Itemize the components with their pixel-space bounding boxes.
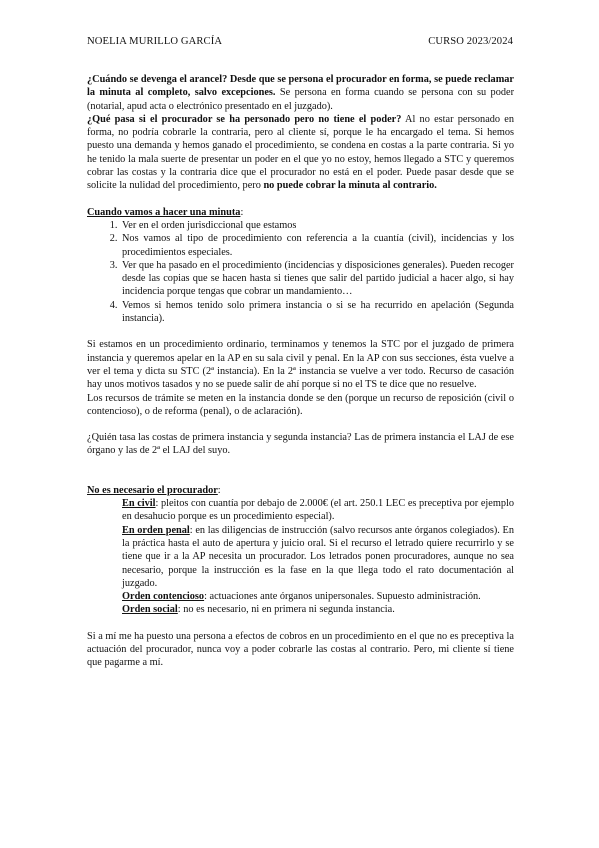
list-item: 1. Ver en el orden jurisdiccional que estamos bbox=[120, 219, 514, 232]
paragraph-ordinario: Si estamos en un procedimiento ordinario, terminamos y tenemos la STC por el juzgado de primera instancia y queremos apelar en la AP en su sala civil y penal. En la AP con sus secciones, ésta vuelve a ver el tema y dicta su STC (2ª instancia). En la 2ª instancia se vuelve a ver todo. Recurso de casación hay unos motivos tasados y no se puede salir de ahí porque si no el TS te dice que no resuelve. bbox=[87, 339, 514, 391]
label-contencioso: Orden contencioso bbox=[122, 591, 205, 603]
paragraph-recursos: Los recursos de trámite se meten en la instancia donde se den (porque un recurso de reposición (civil o contencioso), o de reforma (penal), o de aclaración). bbox=[87, 392, 514, 417]
minuta-heading-colon: : bbox=[240, 206, 244, 218]
paragraph-costas: ¿Quién tasa las costas de primera instancia y segunda instancia? Las de primera instancia el LAJ de ese órgano y las de 2ª el LAJ del suyo. bbox=[87, 432, 514, 457]
header-course: CURSO 2023/2024 bbox=[428, 36, 513, 47]
list-item: 3. Ver que ha pasado en el procedimiento (incidencias y disposiciones generales). Pueden recoger desde las copias que se hacen hasta si tienes que salir del partido judicial a hacer algo, si hay incidencia porque tengas que cobrar un mandamiento… bbox=[120, 259, 514, 299]
list-item: 2. Nos vamos al tipo de procedimiento con referencia a la cuantía (civil), incidencias y los procedimientos especiales. bbox=[120, 232, 514, 259]
paragraph-arancel bbox=[87, 73, 514, 193]
question-poder: ¿Qué pasa si el procurador se ha personado pero no tiene el poder? bbox=[87, 113, 402, 125]
text-civil: : pleitos con cuantía por debajo de 2.000€ (el art. 250.1 LEC es preceptiva por ejemplo en desahucio porque es un procedimiento especial). bbox=[122, 498, 514, 523]
bold-no-cobrar: no puede cobrar la minuta al contrario. bbox=[263, 180, 437, 192]
no-procurador-heading-label: No es necesario el procurador bbox=[87, 484, 218, 496]
no-procurador-list bbox=[87, 497, 514, 617]
header-author: NOELIA MURILLO GARCÍA bbox=[87, 36, 223, 47]
item-social bbox=[122, 603, 514, 616]
document-body bbox=[87, 73, 514, 670]
no-procurador-heading bbox=[87, 484, 514, 497]
no-procurador-heading-colon: : bbox=[217, 484, 221, 496]
text-social: : no es necesario, ni en primera ni segunda instancia. bbox=[177, 604, 395, 616]
label-penal: En orden penal bbox=[122, 524, 190, 536]
item-contencioso bbox=[122, 590, 514, 603]
minuta-heading-label: Cuando vamos a hacer una minuta bbox=[87, 206, 241, 218]
label-civil: En civil bbox=[122, 498, 156, 510]
item-civil bbox=[122, 497, 514, 524]
text-contencioso: : actuaciones ante órganos unipersonales. Supuesto administración. bbox=[204, 591, 481, 603]
minuta-heading bbox=[87, 206, 514, 219]
minuta-list bbox=[87, 219, 514, 325]
paragraph-cobros: Si a mí me ha puesto una persona a efectos de cobros en un procedimiento en el que no es preceptiva la actuación del procurador, nunca voy a poder cobrarle las costas al contrario. Pero, mi cliente sí tiene que pagarme a mí. bbox=[87, 630, 514, 669]
item-penal bbox=[122, 524, 514, 590]
text-penal: : en las diligencias de instrucción (salvo recursos ante órganos colegiados). En la práctica hasta el auto de apertura y juicio oral. Si el recurso el letrado quiere recurrirlo y se tiene que ir a la AP necesita un procurador. Los letrados ponen procuradores, aunque no sea necesario, porque la instrucción es la fase en la que llega todo el rato documentación al juzgado. bbox=[122, 524, 514, 589]
text-poder: Al no estar personado en forma, no podría cobrarle la contraria, pero al cliente sí, porque le ha encargado el tema. Si hemos puesto una demanda y hemos ganado el procedimiento, se condena en costas a la parte contraria. Si yo he tenido la mala suerte de presentar un poder en el que yo no estoy, hemos llegado a STC y queremos cobrar las costas y la contraria dice que el procurador no está en el poder. Puede pasar desde que se solicite la nulidad del procedimiento, pero bbox=[87, 113, 514, 192]
text-arancel: Se persona en forma cuando se persona con su poder (notarial, apud acta o electrónico presentado en el juzgado). bbox=[87, 87, 514, 112]
label-social: Orden social bbox=[122, 604, 178, 616]
list-item: 4. Vemos si hemos tenido solo primera instancia o si se ha recurrido en apelación (Segunda instancia). bbox=[120, 299, 514, 326]
question-arancel: ¿Cuándo se devenga el arancel? Desde que se persona el procurador en forma, se puede reclamar la minuta al completo, salvo excepciones. bbox=[87, 74, 514, 99]
